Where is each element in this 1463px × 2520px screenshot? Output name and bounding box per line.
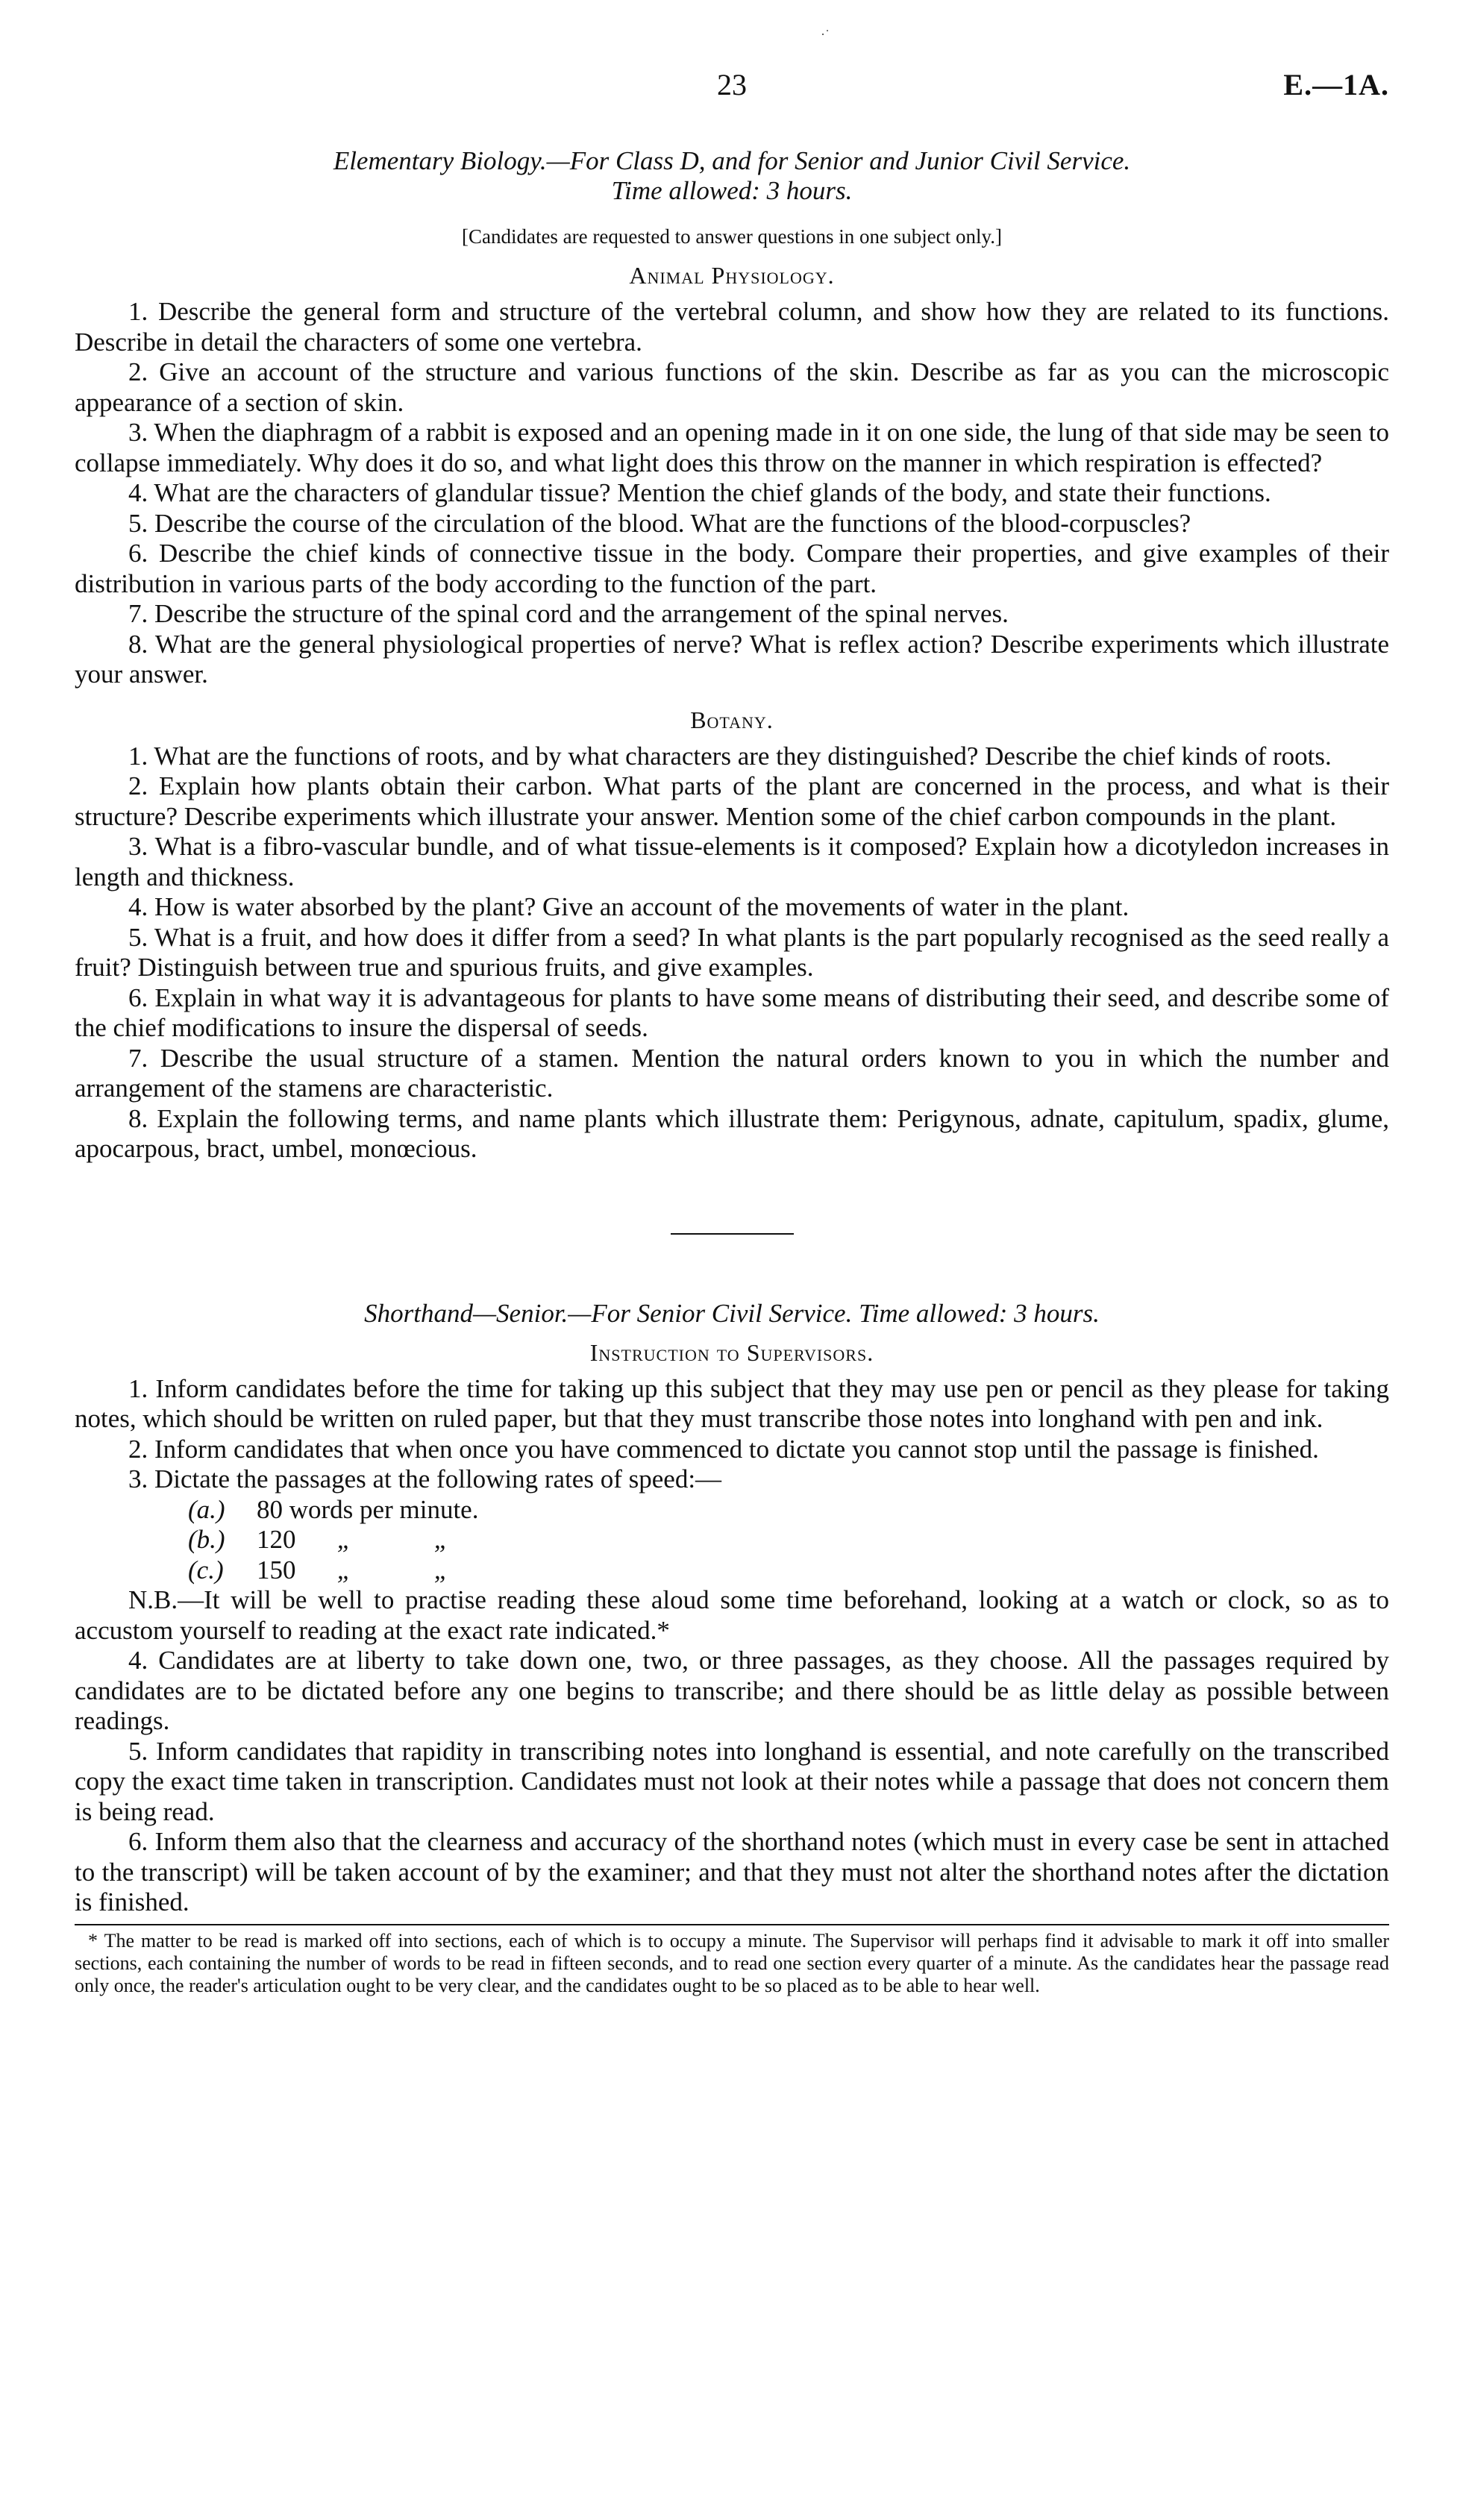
candidates-note: [Candidates are requested to answer questions in one subject only.] bbox=[461, 225, 1003, 248]
question: 1. What are the functions of roots, and by what characters are they distinguished? Describe the chief kinds of roots. bbox=[128, 741, 1332, 771]
rate-item bbox=[188, 1525, 1389, 1555]
document-page bbox=[75, 67, 1389, 1997]
instruction-item: 3. Dictate the passages at the following rates of speed:— bbox=[128, 1464, 722, 1493]
ditto-mark: „ bbox=[433, 1555, 449, 1585]
question: 3. What is a fibro-vascular bundle, and of what tissue-elements is it composed? Explain how a dicotyledon increases in length and thickness. bbox=[75, 832, 1389, 891]
footnote-rule bbox=[75, 1924, 1389, 1925]
question: 5. Describe the course of the circulation of the blood. What are the functions of the blood-corpuscles? bbox=[128, 508, 1191, 538]
page-number: 23 bbox=[717, 68, 747, 101]
ditto-mark: „ bbox=[433, 1525, 449, 1554]
instruction-item: 5. Inform candidates that rapidity in transcribing notes into longhand is essential, and note carefully on the transcribed copy the exact time taken in transcription. Candidates must not look at their notes while a passage that does not concern them is being read. bbox=[75, 1736, 1389, 1826]
question: 8. What are the general physiological properties of nerve? What is reflex action? Describe experiments which illustrate your answer. bbox=[75, 629, 1389, 689]
page-header bbox=[75, 67, 1389, 112]
question: 8. Explain the following terms, and name plants which illustrate them: Perigynous, adnate, capitulum, spadix, glume, apocarpous, bract, umbel, monœcious. bbox=[75, 1103, 1389, 1163]
question: 7. Describe the usual structure of a stamen. Mention the natural orders known to you in which the number and arrangement of the stamens are characteristic. bbox=[75, 1043, 1389, 1103]
document-reference: E.—1A. bbox=[1283, 68, 1389, 101]
shorthand-instructions bbox=[75, 1374, 1389, 1918]
question: 1. Describe the general form and structure of the vertebral column, and show how they are related to its functions. Describe in detail the characters of some one vertebra. bbox=[75, 297, 1389, 357]
biology-time-allowed: Time allowed: 3 hours. bbox=[611, 176, 853, 205]
question: 4. How is water absorbed by the plant? Give an account of the movements of water in the plant. bbox=[128, 892, 1130, 921]
question: 6. Describe the chief kinds of connective tissue in the body. Compare their properties, and give examples of their distribution in various parts of the body according to the function of the part. bbox=[75, 539, 1389, 598]
rate-value: 120 bbox=[257, 1525, 296, 1554]
instruction-note: N.B.—It will be well to practise reading these aloud some time beforehand, looking at a watch or clock, so as to accustom yourself to reading at the exact rate indicated.* bbox=[75, 1585, 1389, 1645]
ditto-mark: „ bbox=[336, 1555, 352, 1585]
biology-title bbox=[75, 146, 1389, 206]
question: 3. When the diaphragm of a rabbit is exposed and an opening made in it on one side, the lung of that side may be seen to collapse immediately. Why does it do so, and what light does this throw on the manner in which respiration is effected? bbox=[75, 418, 1389, 477]
botany-heading: Botany. bbox=[690, 706, 774, 733]
question: 6. Explain in what way it is advantageous for plants to have some means of distributing their seed, and describe some of the chief modifications to insure the dispersal of seeds. bbox=[75, 982, 1389, 1042]
instruction-heading: Instruction to Supervisors. bbox=[589, 1338, 874, 1366]
rate-label: (b.) bbox=[188, 1525, 225, 1554]
footnote: * The matter to be read is marked off into sections, each of which is to occupy a minute. The Supervisor will perhaps find it advisable to mark it off into smaller sections, each containing the number of words to be read in fifteen seconds, and to read one section every quarter of a minute. As the candidates hear the passage read only once, the reader's articulation ought to be very clear, and the candidates ought to be so placed as to be able to hear well. bbox=[75, 1929, 1389, 1996]
rate-value: 150 bbox=[257, 1555, 296, 1585]
botany-questions bbox=[75, 742, 1389, 1165]
rate-item bbox=[188, 1555, 1389, 1586]
question: 2. Explain how plants obtain their carbon. What parts of the plant are concerned in the process, and what is their structure? Describe experiments which illustrate your answer. Mention some of the chief carbon compounds in the plant. bbox=[75, 771, 1389, 831]
biology-title-line: Elementary Biology.—For Class D, and for Senior and Junior Civil Service. bbox=[333, 146, 1131, 175]
ditto-mark: „ bbox=[336, 1525, 352, 1554]
rate-item bbox=[188, 1495, 1389, 1526]
question: 5. What is a fruit, and how does it differ from a seed? In what plants is the part popularly recognised as the seed really a fruit? Distinguish between true and spurious fruits, and give examples. bbox=[75, 922, 1389, 982]
print-speck: ·˙ bbox=[821, 27, 830, 42]
animal-physiology-questions bbox=[75, 297, 1389, 690]
question: 2. Give an account of the structure and various functions of the skin. Describe as far as you can the microscopic appearance of a section of skin. bbox=[75, 357, 1389, 417]
instruction-item: 6. Inform them also that the clearness and accuracy of the shorthand notes (which must in every case be sent in attached to the transcript) will be taken account of by the examiner; and that they must not alter the shorthand notes after the dictation is finished. bbox=[75, 1827, 1389, 1916]
question: 7. Describe the structure of the spinal cord and the arrangement of the spinal nerves. bbox=[128, 599, 1009, 628]
shorthand-title: Shorthand—Senior.—For Senior Civil Service. Time allowed: 3 hours. bbox=[364, 1298, 1100, 1328]
rate-value: 80 words per minute. bbox=[257, 1494, 479, 1524]
instruction-item: 4. Candidates are at liberty to take down one, two, or three passages, as they choose. All the passages required by candidates are to be dictated before any one begins to transcribe; and there should be as little delay as possible between readings. bbox=[75, 1646, 1389, 1735]
instruction-item: 1. Inform candidates before the time for taking up this subject that they may use pen or pencil as they please for taking notes, which should be written on ruled paper, but that they must transcribe those notes into longhand with pen and ink. bbox=[75, 1373, 1389, 1433]
instruction-item: 2. Inform candidates that when once you have commenced to dictate you cannot stop until the passage is finished. bbox=[128, 1434, 1319, 1464]
question: 4. What are the characters of glandular tissue? Mention the chief glands of the body, and state their functions. bbox=[128, 478, 1271, 507]
section-divider bbox=[671, 1233, 794, 1235]
animal-physiology-heading: Animal Physiology. bbox=[629, 262, 835, 289]
rate-label: (c.) bbox=[188, 1555, 224, 1585]
rate-label: (a.) bbox=[188, 1494, 225, 1524]
